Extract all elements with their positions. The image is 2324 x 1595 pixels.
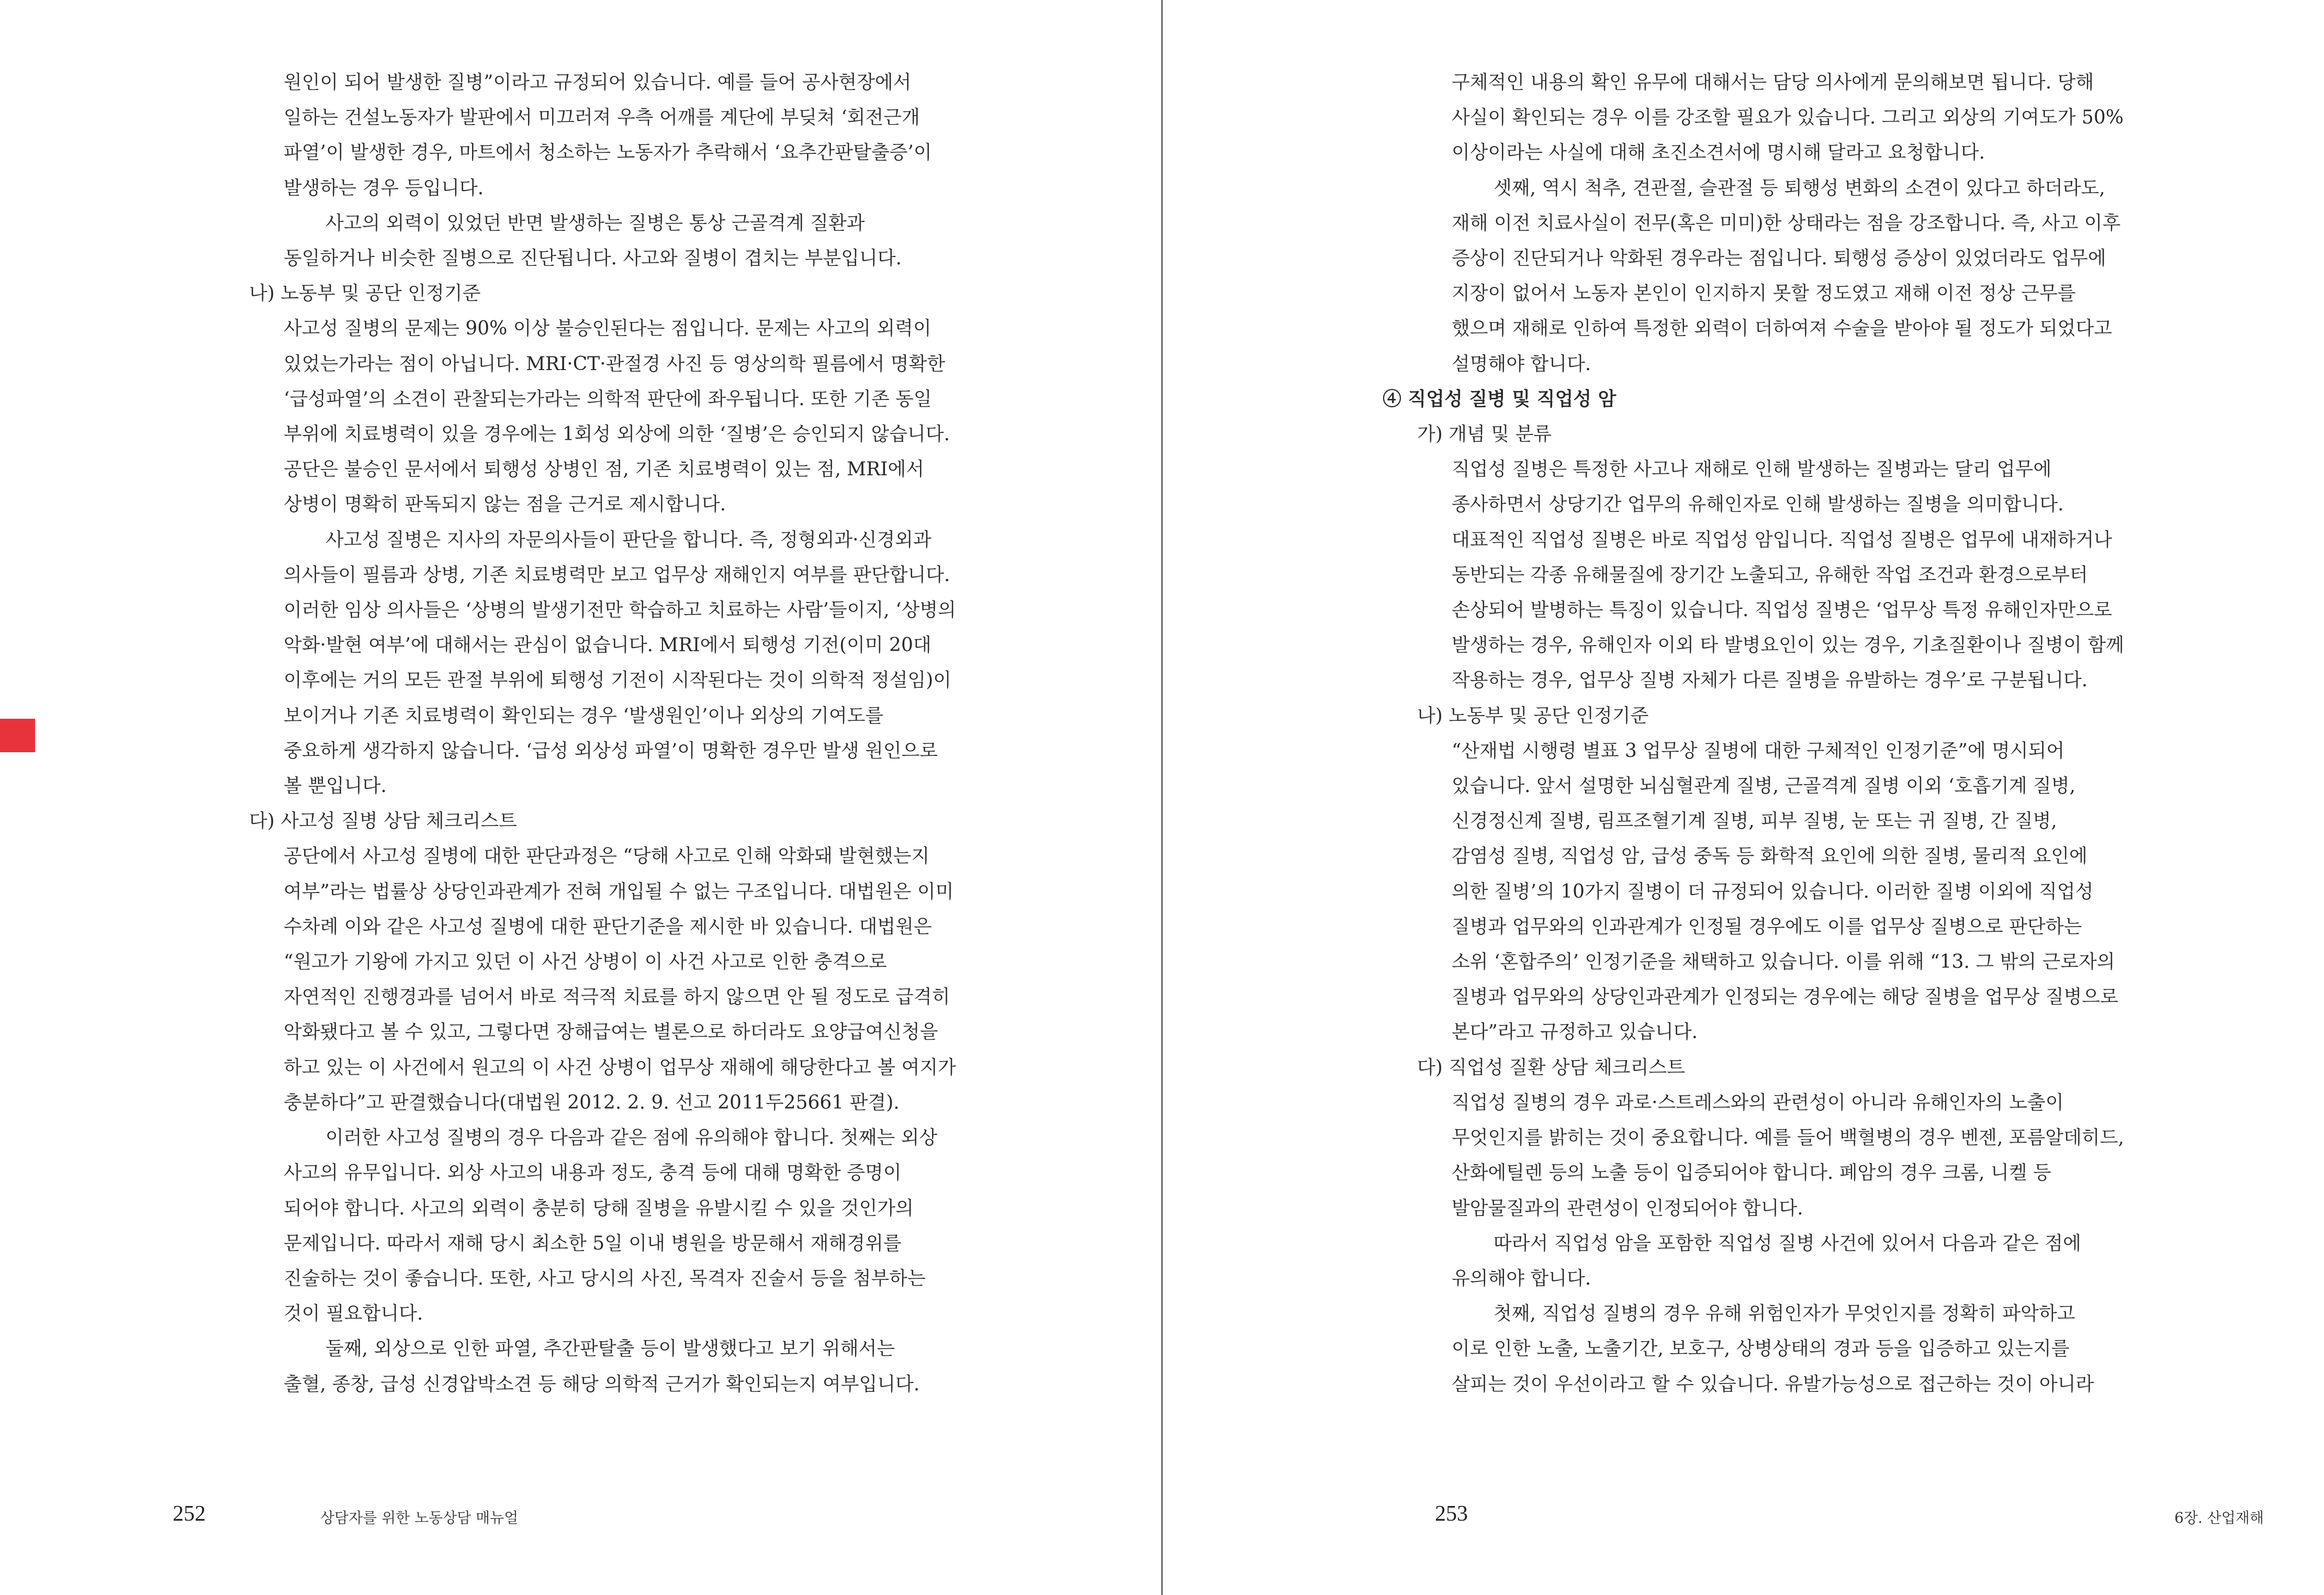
left-running-title: 상담자를 위한 노동상담 매뉴얼 — [320, 1509, 519, 1526]
text-line: 일하는 건설노동자가 발판에서 미끄러져 우측 어깨를 계단에 부딪쳐 ‘회전근개 — [284, 107, 920, 129]
right-page — [1163, 0, 2324, 1595]
right-running-title: 6장. 산업재해 — [2174, 1509, 2264, 1526]
text-line: “원고가 기왕에 가지고 있던 이 사건 상병이 이 사건 사고로 인한 충격으로 — [284, 951, 887, 973]
text-line: 볼 뿐입니다. — [284, 775, 387, 797]
right-page-number: 253 — [1435, 1502, 1468, 1526]
text-line: 따라서 직업성 암을 포함한 직업성 질병 사건에 있어서 다음과 같은 점에 — [1494, 1232, 2081, 1254]
text-line: 있습니다. 앞서 설명한 뇌심혈관계 질병, 근골격계 질병 이외 ‘호흡기계 질병, — [1452, 775, 2076, 797]
text-line: 사고의 유무입니다. 외상 사고의 내용과 정도, 충격 등에 대해 명확한 증명이 — [284, 1162, 902, 1184]
text-line: 공단은 불승인 문서에서 퇴행성 상병인 점, 기존 치료병력이 있는 점, MRI에서 — [284, 459, 925, 481]
text-line: 직업성 질병의 경우 과로·스트레스와의 관련성이 아니라 유해인자의 노출이 — [1452, 1091, 2064, 1113]
text-line: 손상되어 발병하는 특징이 있습니다. 직업성 질병은 ‘업무상 특정 유해인자만으로 — [1452, 599, 2113, 621]
text-line: 증상이 진단되거나 악화된 경우라는 점입니다. 퇴행성 증상이 있었더라도 업무에 — [1452, 248, 2106, 270]
text-line: 수차례 이와 같은 사고성 질병에 대한 판단기준을 제시한 바 있습니다. 대법원은 — [284, 916, 932, 938]
text-line: 감염성 질병, 직업성 암, 급성 중독 등 화학적 요인에 의한 질병, 물리적 요인에 — [1452, 845, 2087, 867]
text-line: ‘급성파열’의 소견이 관찰되는가라는 의학적 판단에 좌우됩니다. 또한 기존 동일 — [284, 388, 932, 410]
text-line: 것이 필요합니다. — [284, 1303, 423, 1325]
text-line: 나) 노동부 및 공단 인정기준 — [1417, 705, 1649, 727]
text-line: 보이거나 기존 치료병력이 확인되는 경우 ‘발생원인’이나 외상의 기여도를 — [284, 705, 884, 727]
text-line: 작용하는 경우, 업무상 질병 자체가 다른 질병을 유발하는 경우’로 구분됩니다. — [1452, 670, 2088, 691]
text-line: 다) 직업성 질환 상담 체크리스트 — [1417, 1056, 1685, 1078]
text-line: 종사하면서 상당기간 업무의 유해인자로 인해 발생하는 질병을 의미합니다. — [1452, 494, 2064, 516]
text-line: 하고 있는 이 사건에서 원고의 이 사건 상병이 업무상 재해에 해당한다고 볼 여지가 — [284, 1056, 956, 1078]
text-line: 사고의 외력이 있었던 반면 발생하는 질병은 통상 근골격계 질환과 — [325, 212, 865, 234]
text-line: 다) 사고성 질병 상담 체크리스트 — [249, 810, 517, 832]
text-line: 문제입니다. 따라서 재해 당시 최소한 5일 이내 병원을 방문해서 재해경위를 — [284, 1232, 902, 1254]
text-line: 유의해야 합니다. — [1452, 1267, 1591, 1289]
text-line: ④ 직업성 질병 및 직업성 암 — [1383, 387, 1616, 410]
text-line: 의한 질병’의 10가지 질병이 더 규정되어 있습니다. 이러한 질병 이외에 직업성 — [1452, 880, 2094, 902]
text-line: 산화에틸렌 등의 노출 등이 입증되어야 합니다. 폐암의 경우 크롬, 니켈 등 — [1452, 1162, 2051, 1184]
text-line: 발생하는 경우 등입니다. — [284, 177, 484, 199]
text-line: 발암물질과의 관련성이 인정되어야 합니다. — [1452, 1197, 1803, 1219]
right-page-body — [1383, 65, 2199, 1402]
text-line: 신경정신계 질병, 림프조혈기계 질병, 피부 질병, 눈 또는 귀 질병, 간 질병, — [1452, 810, 2057, 832]
text-line: 나) 노동부 및 공단 인정기준 — [249, 283, 481, 305]
text-line: 사고성 질병은 지사의 자문의사들이 판단을 합니다. 즉, 정형외과·신경외과 — [325, 529, 931, 551]
text-line: 질병과 업무와의 인과관계가 인정될 경우에도 이를 업무상 질병으로 판단하는 — [1452, 916, 2082, 938]
text-line: 부위에 치료병력이 있을 경우에는 1회성 외상에 의한 ‘질병’은 승인되지 않습니다. — [284, 423, 950, 445]
text-line: 되어야 합니다. 사고의 외력이 충분히 당해 질병을 유발시킬 수 있을 것인가의 — [284, 1197, 914, 1219]
text-line: 가) 개념 및 분류 — [1417, 423, 1552, 445]
text-line: 의사들이 필름과 상병, 기존 치료병력만 보고 업무상 재해인지 여부를 판단합니다. — [284, 564, 950, 586]
left-page — [0, 0, 1161, 1595]
left-page-number: 252 — [173, 1502, 206, 1526]
text-line: 살피는 것이 우선이라고 할 수 있습니다. 유발가능성으로 접근하는 것이 아니라 — [1452, 1373, 2094, 1395]
text-line: 공단에서 사고성 질병에 대한 판단과정은 “당해 사고로 인해 악화돼 발현했는지 — [284, 845, 930, 867]
text-line: 사실이 확인되는 경우 이를 강조할 필요가 있습니다. 그리고 외상의 기여도가 50% — [1452, 107, 2124, 129]
left-page-body — [215, 65, 984, 1402]
text-line: 이러한 임상 의사들은 ‘상병의 발생기전만 학습하고 치료하는 사람’들이지, ‘상병의 — [284, 599, 956, 621]
text-line: 자연적인 진행경과를 넘어서 바로 적극적 치료를 하지 않으면 안 될 정도로 급격히 — [284, 986, 950, 1008]
text-line: 무엇인지를 밝히는 것이 중요합니다. 예를 들어 백혈병의 경우 벤젠, 포름알데히드, — [1452, 1127, 2124, 1149]
text-line: 발생하는 경우, 유해인자 이외 타 발병요인이 있는 경우, 기초질환이나 질병이 함께 — [1452, 634, 2124, 656]
text-line: 동일하거나 비슷한 질병으로 진단됩니다. 사고와 질병이 겹치는 부분입니다. — [284, 248, 902, 270]
text-line: 있었는가라는 점이 아닙니다. MRI·CT·관절경 사진 등 영상의학 필름에서 명확한 — [284, 353, 946, 375]
text-line: 악화·발현 여부’에 대해서는 관심이 없습니다. MRI에서 퇴행성 기전(이미 20대 — [284, 634, 931, 656]
text-line: 이로 인한 노출, 노출기간, 보호구, 상병상태의 경과 등을 입증하고 있는지를 — [1452, 1338, 2070, 1360]
text-line: 출혈, 종창, 급성 신경압박소견 등 해당 의학적 근거가 확인되는지 여부입니다. — [284, 1373, 920, 1395]
text-line: “산재법 시행령 별표 3 업무상 질병에 대한 구체적인 인정기준”에 명시되어 — [1452, 740, 2065, 762]
text-line: 악화됐다고 볼 수 있고, 그렇다면 장해급여는 별론으로 하더라도 요양급여신청을 — [284, 1021, 938, 1043]
text-line: 소위 ‘혼합주의’ 인정기준을 채택하고 있습니다. 이를 위해 “13. 그 밖의 근로자의 — [1452, 951, 2115, 973]
text-line: 충분하다”고 판결했습니다(대법원 2012. 2. 9. 선고 2011두25661 판결). — [284, 1091, 900, 1113]
text-line: 본다”라고 규정하고 있습니다. — [1452, 1021, 1698, 1043]
chapter-tab-marker — [0, 719, 35, 752]
text-line: 대표적인 직업성 질병은 바로 직업성 암입니다. 직업성 질병은 업무에 내재하거나 — [1452, 529, 2113, 551]
text-line: 이후에는 거의 모든 관절 부위에 퇴행성 기전이 시작된다는 것이 의학적 정설임)이 — [284, 670, 952, 691]
text-line: 동반되는 각종 유해물질에 장기간 노출되고, 유해한 작업 조건과 환경으로부터 — [1452, 564, 2088, 586]
text-line: 설명해야 합니다. — [1452, 353, 1591, 375]
text-line: 이상이라는 사실에 대해 초진소견서에 명시해 달라고 요청합니다. — [1452, 142, 1985, 164]
text-line: 이러한 사고성 질병의 경우 다음과 같은 점에 유의해야 합니다. 첫째는 외상 — [325, 1127, 938, 1149]
text-line: 원인이 되어 발생한 질병”이라고 규정되어 있습니다. 예를 들어 공사현장에서 — [284, 72, 912, 93]
text-line: 중요하게 생각하지 않습니다. ‘급성 외상성 파열’이 명확한 경우만 발생 원인으로 — [284, 740, 938, 762]
text-line: 상병이 명확히 판독되지 않는 점을 근거로 제시합니다. — [284, 494, 726, 516]
text-line: 직업성 질병은 특정한 사고나 재해로 인해 발생하는 질병과는 달리 업무에 — [1452, 459, 2052, 481]
text-line: 질병과 업무와의 상당인과관계가 인정되는 경우에는 해당 질병을 업무상 질병으로 — [1452, 986, 2118, 1008]
text-line: 파열’이 발생한 경우, 마트에서 청소하는 노동자가 추락해서 ‘요추간판탈출증’이 — [284, 142, 932, 164]
text-line: 여부”라는 법률상 상당인과관계가 전혀 개입될 수 없는 구조입니다. 대법원은 이미 — [284, 880, 954, 902]
text-line: 둘째, 외상으로 인한 파열, 추간판탈출 등이 발생했다고 보기 위해서는 — [325, 1338, 895, 1360]
text-line: 사고성 질병의 문제는 90% 이상 불승인된다는 점입니다. 문제는 사고의 외력이 — [284, 318, 931, 340]
text-line: 첫째, 직업성 질병의 경우 유해 위험인자가 무엇인지를 정확히 파악하고 — [1494, 1303, 2075, 1325]
text-line: 셋째, 역시 척추, 견관절, 슬관절 등 퇴행성 변화의 소견이 있다고 하더라도, — [1494, 177, 2105, 199]
text-line: 재해 이전 치료사실이 전무(혹은 미미)한 상태라는 점을 강조합니다. 즉, 사고 이후 — [1452, 212, 2121, 234]
text-line: 진술하는 것이 좋습니다. 또한, 사고 당시의 사진, 목격자 진술서 등을 첨부하는 — [284, 1267, 926, 1289]
text-line: 구체적인 내용의 확인 유무에 대해서는 담당 의사에게 문의해보면 됩니다. 당해 — [1452, 72, 2094, 93]
text-line: 했으며 재해로 인하여 특정한 외력이 더하여져 수술을 받아야 될 정도가 되었다고 — [1452, 318, 2113, 340]
text-line: 지장이 없어서 노동자 본인이 인지하지 못할 정도였고 재해 이전 정상 근무를 — [1452, 283, 2076, 305]
